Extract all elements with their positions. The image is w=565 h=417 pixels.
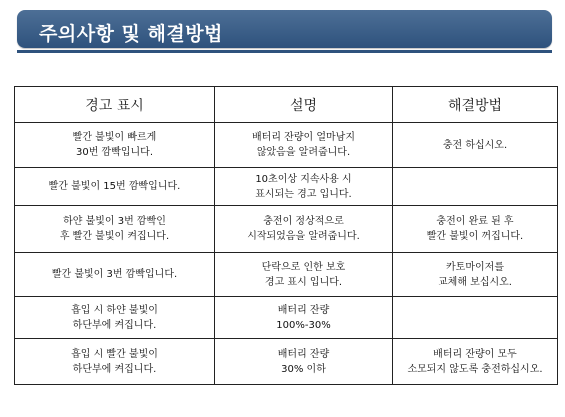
table-row xyxy=(15,168,558,206)
warning-cell xyxy=(15,123,215,168)
warning-cell-line: 하단부에 켜집니다. xyxy=(72,319,157,331)
table-row xyxy=(15,253,558,297)
solution-cell xyxy=(393,123,558,168)
solution-cell xyxy=(393,339,558,385)
description-cell-line: 시작되었음을 알려줍니다. xyxy=(247,231,360,242)
warning-cell-line: 후 빨간 불빛이 켜집니다. xyxy=(59,231,170,242)
warning-cell-line: 30번 깜빡입니다. xyxy=(75,147,154,158)
warning-cell xyxy=(15,253,215,297)
warning-cell-line: 빨간 불빛이 15번 깜빡입니다. xyxy=(48,181,181,192)
solution-cell xyxy=(393,168,558,206)
solution-cell xyxy=(393,206,558,253)
warning-cell xyxy=(15,297,215,339)
solution-cell-line: 소모되지 않도록 충전하십시오. xyxy=(407,363,543,375)
description-cell-line: 단락으로 인한 보호 xyxy=(261,261,346,273)
description-cell-line: 않았음을 알려줍니다. xyxy=(256,147,351,158)
column-header-warning: 경고 표시 xyxy=(15,87,215,123)
description-cell-line: 배터리 잔량 xyxy=(277,348,330,360)
table-row xyxy=(15,206,558,253)
warning-cell-line: 하얀 불빛이 3번 깜빡인 xyxy=(63,216,166,227)
title-banner xyxy=(17,10,552,48)
table-row xyxy=(15,339,558,385)
warning-cell-line: 흡입 시 빨간 불빛이 xyxy=(71,348,158,360)
warning-cell xyxy=(15,206,215,253)
warning-cell xyxy=(15,168,215,206)
solution-cell-line: 교체해 보십시오. xyxy=(438,276,512,288)
description-cell xyxy=(215,206,393,253)
table-row xyxy=(15,123,558,168)
table-row xyxy=(15,297,558,339)
description-cell xyxy=(215,123,393,168)
description-cell-line: 경고 표시 입니다. xyxy=(264,276,343,288)
solution-cell-line: 배터리 잔량이 모두 xyxy=(433,348,517,360)
description-cell xyxy=(215,168,393,206)
description-cell-line: 배터리 잔량이 얼마남지 xyxy=(252,132,355,143)
solution-cell-line: 충전 하십시오. xyxy=(442,139,508,151)
description-cell xyxy=(215,253,393,297)
title-underline xyxy=(17,50,552,53)
warning-table xyxy=(14,86,558,385)
description-cell-line: 표시되는 경고 입니다. xyxy=(255,188,352,200)
description-cell-line: 배터리 잔량 xyxy=(277,304,330,316)
warning-cell-line: 하단부에 켜집니다. xyxy=(72,363,157,375)
description-cell-line: 30% 이하 xyxy=(281,363,326,375)
warning-cell-line: 빨간 불빛이 빠르게 xyxy=(72,132,157,143)
column-header-solution: 해결방법 xyxy=(393,87,558,123)
solution-cell-line: 빨간 불빛이 꺼집니다. xyxy=(426,231,524,242)
solution-cell-line: 충전이 완료 된 후 xyxy=(436,216,514,227)
page-title: 주의사항 및 해결방법 xyxy=(39,23,223,45)
warning-cell xyxy=(15,339,215,385)
description-cell-line: 100%-30% xyxy=(276,319,331,331)
table-header-row xyxy=(15,87,558,123)
solution-cell xyxy=(393,297,558,339)
column-header-description: 설명 xyxy=(215,87,393,123)
description-cell-line: 10초이상 지속사용 시 xyxy=(255,173,352,185)
solution-cell xyxy=(393,253,558,297)
warning-cell-line: 빨간 불빛이 3번 깜빡입니다. xyxy=(51,269,178,280)
description-cell xyxy=(215,339,393,385)
description-cell-line: 충전이 정상적으로 xyxy=(263,216,344,227)
solution-cell-line: 카토마이저를 xyxy=(446,261,504,273)
description-cell xyxy=(215,297,393,339)
warning-cell-line: 흡입 시 하얀 불빛이 xyxy=(71,304,158,316)
